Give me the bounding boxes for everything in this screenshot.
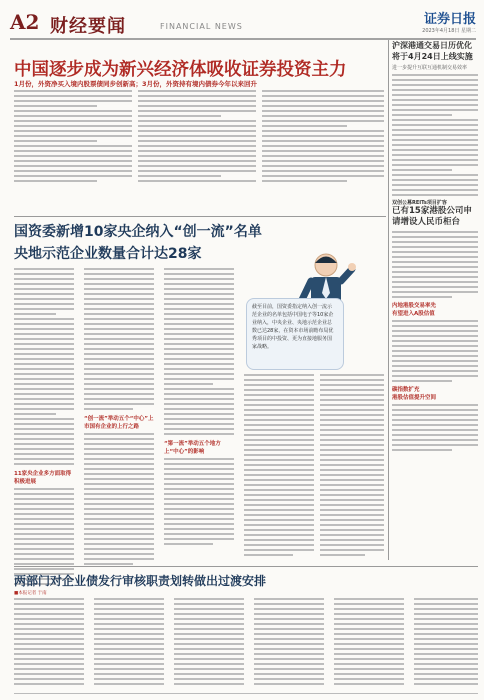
feature-quote: 截至目前，国资委指定纳入创一流示范企业的名单包括中国电子等10家企业纳入，中央企业、央地示范企业总数已达28家，在资本市场前瞻布局优秀项目的中投资、更为直接地服务国家战略。 — [252, 304, 334, 350]
divider-bottom — [14, 566, 478, 567]
right-story-2-headline[interactable]: 已有15家港股公司申请增设人民币柜台 — [392, 206, 472, 227]
feature-col-4 — [244, 374, 314, 559]
bottom-col-6 — [414, 598, 478, 688]
feature-col-5 — [320, 374, 384, 559]
masthead — [422, 8, 476, 34]
feature-title-line-1[interactable]: 国资委新增10家央企纳入“创一流”名单 — [14, 224, 262, 240]
bottom-col-4 — [254, 598, 324, 688]
feature-kicker-3: “第一流”举动五个地方上“中心”的影响 — [164, 441, 221, 455]
bottom-col-5 — [334, 598, 404, 688]
feature-col-2 — [84, 268, 154, 568]
bottom-story-byline: ■本报记者 于南 — [14, 591, 47, 596]
right-story-3-kicker: 内地港股交易率先 — [392, 303, 437, 309]
right-story-4-headline: 港股估值提升空间 — [392, 395, 437, 401]
right-story-1-headline[interactable]: 沪深港通交易日历优化将于4月24日上线实施 — [392, 41, 473, 61]
section-title: 财经要闻 — [50, 16, 126, 37]
right-story-1-subhead: 进一步提升互联互通机制交易效率 — [392, 65, 468, 71]
feature-col-1 — [14, 268, 74, 588]
page-header — [10, 8, 476, 40]
page-number: A2 — [10, 10, 40, 34]
divider — [14, 216, 386, 217]
feature-title-line-2: 央地示范企业数量合计达28家 — [14, 246, 202, 262]
right-story-3-headline: 有望进入A股估值 — [392, 311, 435, 317]
feature-col-3 — [164, 268, 234, 548]
right-story-2-kicker: 双创公募REITs项目扩容 — [392, 200, 447, 206]
feature-kicker-2: “创一流”举动五个“中心”上市国有企业的上行之路 — [84, 416, 154, 430]
bottom-col-3 — [174, 598, 244, 688]
column-divider — [388, 40, 389, 560]
paper-name: 证券日报 — [423, 12, 476, 27]
bottom-story-headline[interactable]: 两部门对企业债发行审核职责划转做出过渡安排 — [14, 574, 267, 588]
lead-col-3 — [262, 90, 384, 185]
right-story-4-kicker: 碳指数扩充 — [392, 387, 420, 393]
lead-subhead: 1月份，外资净买入境内股票债同步创新高；3月份，外资持有境内债券今年以来回升 — [14, 80, 258, 88]
lead-headline[interactable]: 中国逐步成为新兴经济体吸收证券投资主力 — [14, 60, 347, 80]
bottom-col-2 — [94, 598, 164, 688]
section-subtitle: FINANCIAL NEWS — [160, 22, 243, 31]
footer-rule — [14, 693, 478, 694]
bottom-col-1 — [14, 598, 84, 688]
lead-col-2 — [138, 90, 256, 185]
lead-col-1 — [14, 90, 132, 185]
right-column — [392, 40, 478, 454]
feature-kicker-1: 11家央企业多方面取得积极进展 — [14, 471, 72, 485]
paper-date: 2023年4月18日 星期二 — [422, 28, 476, 34]
